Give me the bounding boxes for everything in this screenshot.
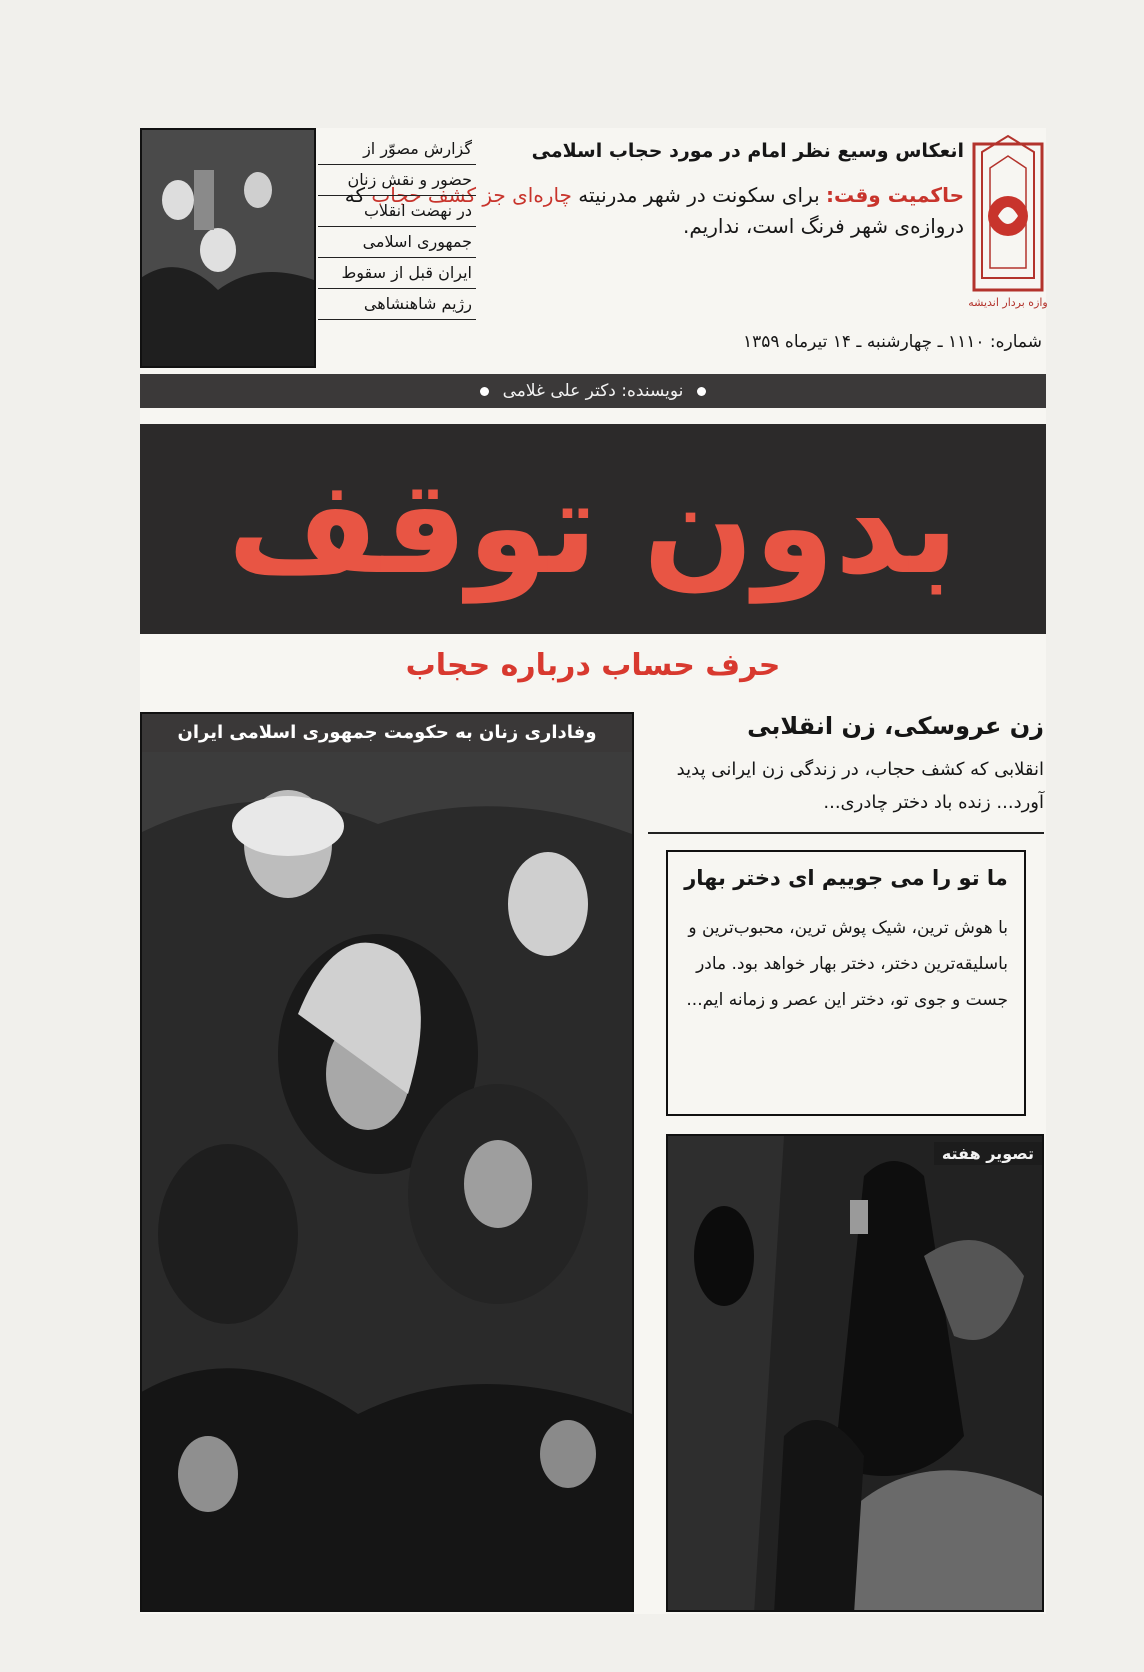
- author-name: نویسنده: دکتر علی غلامی: [502, 381, 684, 401]
- newspaper-page: [140, 128, 1046, 1614]
- issue-line: شماره: ۱۱۱۰ ـ چهارشنبه ـ ۱۴ تیرماه ۱۳۵۹: [742, 332, 1042, 352]
- subtitle: حرف حساب درباره حجاب: [405, 648, 781, 683]
- story-title: زن عروسکی، زن انقلابی: [747, 712, 1044, 740]
- main-photo: [140, 712, 634, 1612]
- photo-of-week: [666, 1134, 1044, 1612]
- list-item: در نهضت انقلاب: [318, 196, 476, 227]
- list-item: ایران قبل از سقوط: [318, 258, 476, 289]
- main-title: بدون توقف: [227, 451, 959, 603]
- boxed-story-title: ما تو را می جوییم ای دختر بهار: [684, 866, 1008, 890]
- teaser-lead: حاکمیت وقت:: [826, 183, 964, 207]
- main-title-box: [140, 424, 1046, 634]
- thumbnail-photo: [140, 128, 316, 368]
- list-item: جمهوری اسلامی: [318, 227, 476, 258]
- list-item: رژیم شاهنشاهی: [318, 289, 476, 320]
- newspaper-logo: [968, 128, 1048, 328]
- teaser-part2: که دروازه‌ی شهر فرنگ است، نداریم.: [344, 183, 964, 238]
- bullet-icon: [697, 387, 706, 396]
- top-headline: انعکاس وسیع نظر امام در مورد حجاب اسلامی: [531, 140, 964, 162]
- author-bar: [140, 374, 1046, 408]
- boxed-story-body: با هوش ترین، شیک پوش ترین، محبوب‌ترین و باسلیقه‌ترین دختر، دختر بهار خواهد بود. مادر جست و جوی تو، دختر این عصر و زمانه ایم...: [686, 918, 1008, 1010]
- list-item: گزارش مصوّر از: [318, 134, 476, 165]
- photo-of-week-label: تصویر هفته: [934, 1142, 1042, 1165]
- bullet-icon: [480, 387, 489, 396]
- list-item: حضور و نقش زنان: [318, 165, 476, 196]
- teaser-highlight: چاره‌ای جز کشف حجاب: [371, 183, 572, 207]
- logo-caption: وازه بردار اندیشه: [968, 296, 1048, 309]
- photo-report-list: [318, 134, 476, 320]
- boxed-story: [666, 850, 1026, 1116]
- divider: [648, 832, 1044, 834]
- story-body: انقلابی که کشف حجاب، در زندگی زن ایرانی پدید آورد... زنده باد دختر چادری...: [676, 759, 1044, 813]
- teaser-part1: برای سکونت در شهر مدرنیته: [578, 183, 820, 207]
- photo-caption: وفاداری زنان به حکومت جمهوری اسلامی ایران: [142, 714, 632, 752]
